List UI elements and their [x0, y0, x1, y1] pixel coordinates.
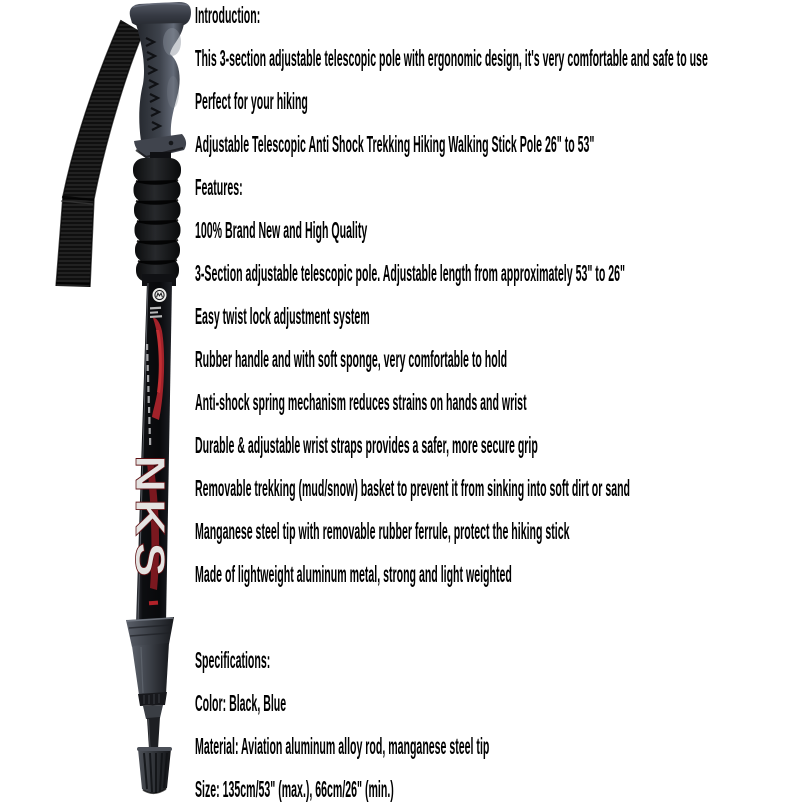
feature-line: Removable trekking (mud/snow) basket to prevent it from sinking into soft dirt or sand — [195, 475, 631, 501]
section-specifications — [195, 639, 800, 811]
brand-text: NKS — [127, 455, 174, 559]
spec-line: Color: Black, Blue — [195, 690, 287, 716]
product-description — [195, 0, 800, 800]
lock-neck — [143, 705, 163, 719]
spec-line: Material: Aviation aluminum alloy rod, manganese steel tip — [195, 733, 490, 759]
description-line: This 3-section adjustable telescopic pole with ergonomic design, it's very comfortable and safe to use — [195, 45, 708, 71]
feature-line: Manganese steel tip with removable rubber ferrule, protect the hiking stick — [195, 518, 570, 544]
twist-lock — [126, 617, 174, 749]
section-heading-introduction: Introduction: — [195, 2, 261, 28]
section-introduction — [195, 0, 800, 166]
product-photo — [0, 0, 195, 800]
wrist-strap — [56, 20, 143, 287]
description-line: Perfect for your hiking — [195, 88, 308, 114]
section-heading-features: Features: — [195, 174, 243, 200]
feature-line: Durable & adjustable wrist straps provides a safer, more secure grip — [195, 432, 538, 458]
description-line: Adjustable Telescopic Anti Shock Trekking Hiking Walking Stick Pole 26" to 53" — [195, 131, 595, 157]
feature-line: 3-Section adjustable telescopic pole. Adjustable length from approximately 53" to 26" — [195, 260, 626, 286]
section-heading-specifications: Specifications: — [195, 647, 271, 673]
ferrule-rim — [137, 747, 172, 751]
feature-line: Made of lightweight aluminum metal, strong and light weighted — [195, 561, 512, 587]
spec-line: Size: 135cm/53" (max.), 66cm/26" (min.) — [195, 776, 394, 802]
lock-ring — [138, 692, 167, 706]
rubber-ferrule — [137, 747, 172, 793]
lock-body — [132, 643, 169, 695]
pole-handle — [130, 2, 191, 165]
lock-flange — [126, 617, 174, 647]
feature-line: Anti-shock spring mechanism reduces strains on hands and wrist — [195, 389, 527, 415]
handle-highlight — [163, 28, 181, 56]
feature-line: 100% Brand New and High Quality — [195, 217, 368, 243]
shaft-red-mark — [149, 601, 158, 606]
foam-grip — [133, 158, 181, 286]
feature-line: Easy twist lock adjustment system — [195, 303, 370, 329]
section-features — [195, 166, 800, 596]
trekking-pole-illustration — [0, 0, 195, 800]
brand-logo-icon — [153, 288, 167, 302]
pommel-pin — [169, 141, 174, 146]
pole-shaft — [127, 282, 174, 624]
strap-webbing — [56, 20, 143, 287]
feature-line: Rubber handle and with soft sponge, very comfortable to hold — [195, 346, 508, 372]
